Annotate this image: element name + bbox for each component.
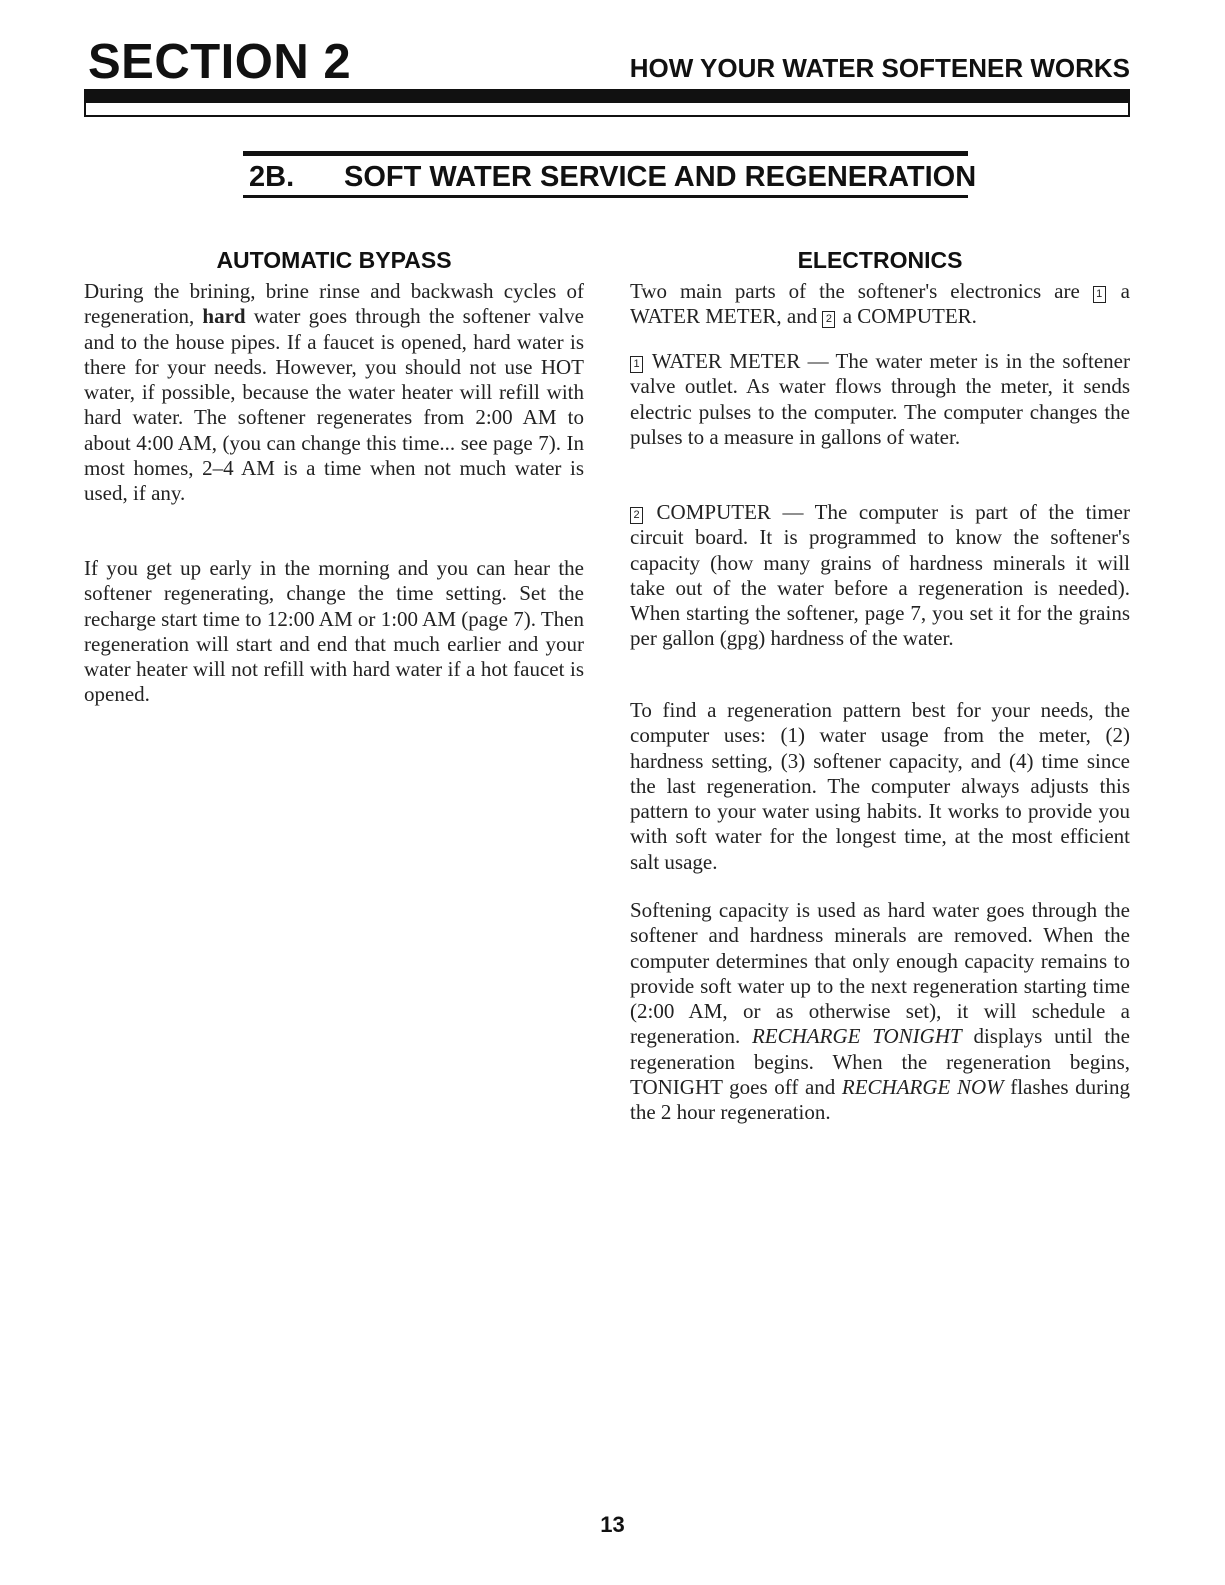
page-number: 13 [600,1512,625,1537]
header-rule-box [84,103,1130,117]
callout-2-box: 2 [822,311,835,328]
section-label: SECTION 2 [88,35,352,89]
subsection-rule-top [243,151,968,156]
computer-text: COMPUTER — The computer is part of the timer circuit board. It is programmed to know the softener's capacity (how many grains of hardness minerals it will take out of the water before a regeneration is needed). When starting the softener, page 7, you set it for the grains per gallon (gpg) hardness of the water. [630,500,1130,651]
electronics-text-a: Two main parts of the softener's electronics are [630,279,1093,303]
recharge-tonight-text: RECHARGE TONIGHT [751,1024,962,1049]
automatic-bypass-heading: AUTOMATIC BYPASS [216,247,452,273]
bypass-text-a: During the brining, brine rinse and backwash cycles of regeneration, [84,279,584,329]
electronics-text-b: a WATER METER, and [630,279,1130,329]
regeneration-pattern-paragraph [630,698,1130,875]
bypass-text-2: If you get up early in the morning and you can hear the softener regenerating, change the time setting. Set the recharge start time to 12:00 AM or 1:00 AM (page 7). Then regeneration will start and end that much earlier and your water heater will not refill with hard water if a hot faucet is opened. [84,556,584,707]
electronics-text-c: a COMPUTER. [837,304,977,329]
capacity-text-a: Softening capacity is used as hard water goes through the softener and hardness minerals are removed. When the computer determines that only enough capacity remains to provide soft water up to the next regeneration starting time (2:00 AM, or as otherwise set), it will schedule a regeneration. [630,898,1130,1049]
bypass-text-b: water goes through the softener valve and to the house pipes. If a faucet is opened, hard water is there for your needs. However, you should not use HOT water, if possible, because the water heater will refill with hard water. The softener regenerates from 2:00 AM to about 4:00 AM, (you can change this time... see page 7). In most homes, 2–4 AM is a time when not much water is used, if any. [84,304,584,506]
subsection-number: 2B. [249,161,295,193]
bypass-text-bold: hard [202,304,246,329]
computer-paragraph [630,500,1130,652]
callout-2-box: 2 [630,507,643,524]
callout-1-box: 1 [1093,286,1106,303]
electronics-heading: ELECTRONICS [797,247,963,273]
subsection-rule-bottom [243,195,968,198]
automatic-bypass-paragraph-1 [84,279,584,507]
callout-1-box: 1 [630,356,643,373]
recharge-now-text: RECHARGE NOW [841,1075,1004,1100]
regeneration-pattern-text: To find a regeneration pattern best for your needs, the computer uses: (1) water usage from the meter, (2) hardness setting, (3) softener capacity, and (4) time since the last regeneration. The computer always adjusts this pattern to your water using habits. It works to provide you with soft water for the longest time, at the most efficient salt usage. [630,698,1130,874]
subsection-title: SOFT WATER SERVICE AND REGENERATION [344,161,977,193]
electronics-paragraph-1 [630,279,1130,330]
capacity-text-c: flashes during the 2 hour regeneration. [630,1075,1130,1125]
header-rule [84,89,1130,103]
water-meter-paragraph [630,349,1130,450]
automatic-bypass-paragraph-2 [84,556,584,708]
water-meter-text: WATER METER — The water meter is in the softener valve outlet. As water flows through the meter, it sends electric pulses to the computer. The computer changes the pulses to a measure in gallons of water. [630,349,1130,449]
capacity-text-b: displays until the regeneration begins. When the regeneration begins, TONIGHT goes off and [630,1024,1131,1100]
section-title: HOW YOUR WATER SOFTENER WORKS [629,53,1130,83]
softening-capacity-paragraph [630,898,1130,1126]
